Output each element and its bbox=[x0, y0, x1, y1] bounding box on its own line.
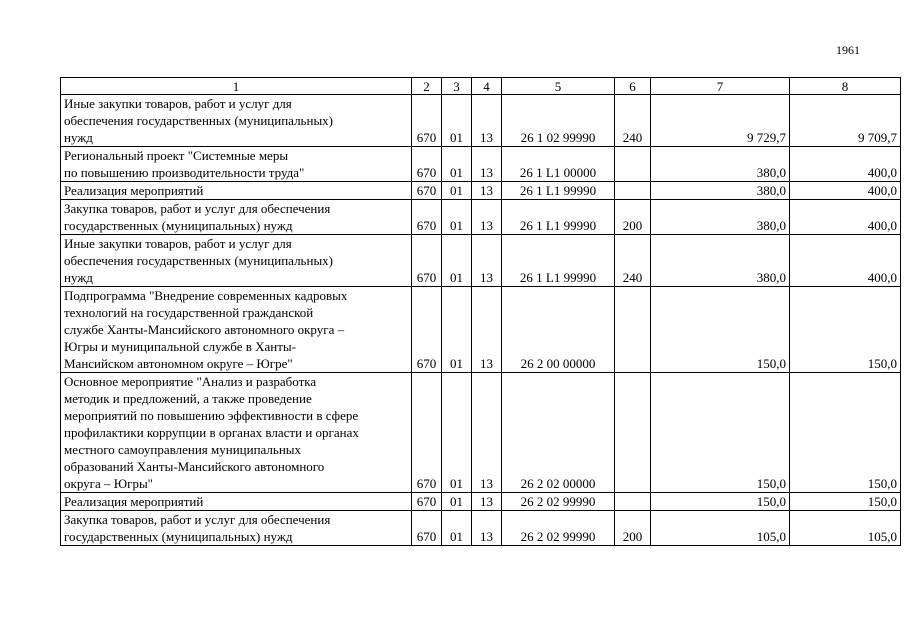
row-name-line: профилактики коррупции в органах власти и органах bbox=[64, 425, 359, 440]
row-name bbox=[61, 95, 412, 147]
cell-expense-type: 240 bbox=[615, 235, 651, 287]
row-name-line: обеспечения государственных (муниципальных) bbox=[64, 253, 334, 268]
cell-ministry: 670 bbox=[412, 493, 442, 511]
row-name-line: Реализация мероприятий bbox=[64, 494, 204, 509]
cell-ministry: 670 bbox=[412, 182, 442, 200]
row-name bbox=[61, 235, 412, 287]
cell-subsection: 13 bbox=[472, 373, 502, 493]
header-col-2: 2 bbox=[412, 78, 442, 95]
row-name-line: нужд bbox=[64, 270, 93, 285]
cell-section: 01 bbox=[442, 235, 472, 287]
row-name-line: местного самоуправления муниципальных bbox=[64, 442, 302, 457]
table-row bbox=[61, 235, 901, 287]
cell-ministry: 670 bbox=[412, 287, 442, 373]
row-name-line: нужд bbox=[64, 130, 93, 145]
header-row bbox=[61, 78, 901, 95]
table-row bbox=[61, 493, 901, 511]
cell-subsection: 13 bbox=[472, 182, 502, 200]
row-name-line: Основное мероприятие "Анализ и разработка bbox=[64, 374, 317, 389]
cell-expense-type bbox=[615, 182, 651, 200]
table-row bbox=[61, 373, 901, 493]
cell-amount-year-2: 150,0 bbox=[790, 287, 901, 373]
row-name-line: службе Ханты-Мансийского автономного округа – bbox=[64, 322, 345, 337]
cell-target-article: 26 2 00 00000 bbox=[502, 287, 615, 373]
row-name bbox=[61, 287, 412, 373]
cell-amount-year-1: 9 729,7 bbox=[651, 95, 790, 147]
cell-amount-year-1: 380,0 bbox=[651, 182, 790, 200]
row-name-line: Иные закупки товаров, работ и услуг для bbox=[64, 236, 292, 251]
cell-target-article: 26 1 L1 99990 bbox=[502, 235, 615, 287]
budget-table bbox=[60, 77, 901, 546]
cell-amount-year-1: 105,0 bbox=[651, 511, 790, 546]
cell-subsection: 13 bbox=[472, 493, 502, 511]
cell-amount-year-2: 9 709,7 bbox=[790, 95, 901, 147]
header-col-4: 4 bbox=[472, 78, 502, 95]
table-row bbox=[61, 182, 901, 200]
table-row bbox=[61, 511, 901, 546]
row-name-line: Закупка товаров, работ и услуг для обеспечения bbox=[64, 512, 331, 527]
row-name bbox=[61, 147, 412, 182]
cell-subsection: 13 bbox=[472, 511, 502, 546]
cell-subsection: 13 bbox=[472, 287, 502, 373]
cell-target-article: 26 2 02 99990 bbox=[502, 511, 615, 546]
cell-target-article: 26 1 L1 00000 bbox=[502, 147, 615, 182]
row-name-line: обеспечения государственных (муниципальных) bbox=[64, 113, 334, 128]
cell-amount-year-2: 400,0 bbox=[790, 182, 901, 200]
row-name-line: Иные закупки товаров, работ и услуг для bbox=[64, 96, 292, 111]
cell-section: 01 bbox=[442, 287, 472, 373]
cell-amount-year-2: 105,0 bbox=[790, 511, 901, 546]
cell-section: 01 bbox=[442, 373, 472, 493]
row-name-line: Подпрограмма "Внедрение современных кадровых bbox=[64, 288, 348, 303]
cell-amount-year-2: 400,0 bbox=[790, 235, 901, 287]
row-name-line: Реализация мероприятий bbox=[64, 183, 204, 198]
cell-ministry: 670 bbox=[412, 511, 442, 546]
row-name bbox=[61, 200, 412, 235]
row-name-line: Мансийском автономном округе – Югре" bbox=[64, 356, 293, 371]
cell-ministry: 670 bbox=[412, 95, 442, 147]
cell-section: 01 bbox=[442, 493, 472, 511]
cell-amount-year-2: 400,0 bbox=[790, 147, 901, 182]
row-name-line: округа – Югры" bbox=[64, 476, 153, 491]
cell-ministry: 670 bbox=[412, 373, 442, 493]
row-name-line: методик и предложений, а также проведение bbox=[64, 391, 312, 406]
header-col-7: 7 bbox=[651, 78, 790, 95]
row-name bbox=[61, 511, 412, 546]
header-col-8: 8 bbox=[790, 78, 901, 95]
cell-amount-year-1: 380,0 bbox=[651, 200, 790, 235]
cell-expense-type bbox=[615, 493, 651, 511]
row-name-line: по повышению производительности труда" bbox=[64, 165, 305, 180]
cell-amount-year-2: 150,0 bbox=[790, 373, 901, 493]
cell-target-article: 26 2 02 99990 bbox=[502, 493, 615, 511]
table-row bbox=[61, 287, 901, 373]
row-name-line: государственных (муниципальных) нужд bbox=[64, 529, 293, 544]
header-col-3: 3 bbox=[442, 78, 472, 95]
table-row bbox=[61, 95, 901, 147]
cell-section: 01 bbox=[442, 511, 472, 546]
cell-amount-year-1: 150,0 bbox=[651, 493, 790, 511]
page-number: 1961 bbox=[836, 43, 860, 57]
cell-target-article: 26 2 02 00000 bbox=[502, 373, 615, 493]
cell-subsection: 13 bbox=[472, 147, 502, 182]
cell-target-article: 26 1 02 99990 bbox=[502, 95, 615, 147]
cell-subsection: 13 bbox=[472, 200, 502, 235]
cell-section: 01 bbox=[442, 182, 472, 200]
cell-subsection: 13 bbox=[472, 95, 502, 147]
cell-amount-year-2: 150,0 bbox=[790, 493, 901, 511]
header-col-5: 5 bbox=[502, 78, 615, 95]
table-row bbox=[61, 147, 901, 182]
cell-ministry: 670 bbox=[412, 235, 442, 287]
cell-section: 01 bbox=[442, 147, 472, 182]
cell-section: 01 bbox=[442, 200, 472, 235]
cell-expense-type: 200 bbox=[615, 511, 651, 546]
row-name bbox=[61, 493, 412, 511]
table-row bbox=[61, 200, 901, 235]
cell-target-article: 26 1 L1 99990 bbox=[502, 200, 615, 235]
row-name-line: государственных (муниципальных) нужд bbox=[64, 218, 293, 233]
cell-ministry: 670 bbox=[412, 200, 442, 235]
row-name-line: мероприятий по повышению эффективности в сфере bbox=[64, 408, 359, 423]
row-name-line: образований Ханты-Мансийского автономного bbox=[64, 459, 325, 474]
cell-expense-type bbox=[615, 373, 651, 493]
header-col-1: 1 bbox=[61, 78, 412, 95]
cell-ministry: 670 bbox=[412, 147, 442, 182]
row-name-line: технологий на государственной гражданской bbox=[64, 305, 314, 320]
cell-section: 01 bbox=[442, 95, 472, 147]
cell-expense-type: 200 bbox=[615, 200, 651, 235]
row-name bbox=[61, 373, 412, 493]
row-name-line: Закупка товаров, работ и услуг для обеспечения bbox=[64, 201, 331, 216]
header-col-6: 6 bbox=[615, 78, 651, 95]
row-name bbox=[61, 182, 412, 200]
cell-subsection: 13 bbox=[472, 235, 502, 287]
cell-expense-type bbox=[615, 287, 651, 373]
cell-target-article: 26 1 L1 99990 bbox=[502, 182, 615, 200]
row-name-line: Региональный проект "Системные меры bbox=[64, 148, 289, 163]
row-name-line: Югры и муниципальной службе в Ханты- bbox=[64, 339, 296, 354]
cell-expense-type: 240 bbox=[615, 95, 651, 147]
cell-expense-type bbox=[615, 147, 651, 182]
cell-amount-year-1: 150,0 bbox=[651, 287, 790, 373]
cell-amount-year-1: 150,0 bbox=[651, 373, 790, 493]
cell-amount-year-1: 380,0 bbox=[651, 235, 790, 287]
cell-amount-year-1: 380,0 bbox=[651, 147, 790, 182]
cell-amount-year-2: 400,0 bbox=[790, 200, 901, 235]
